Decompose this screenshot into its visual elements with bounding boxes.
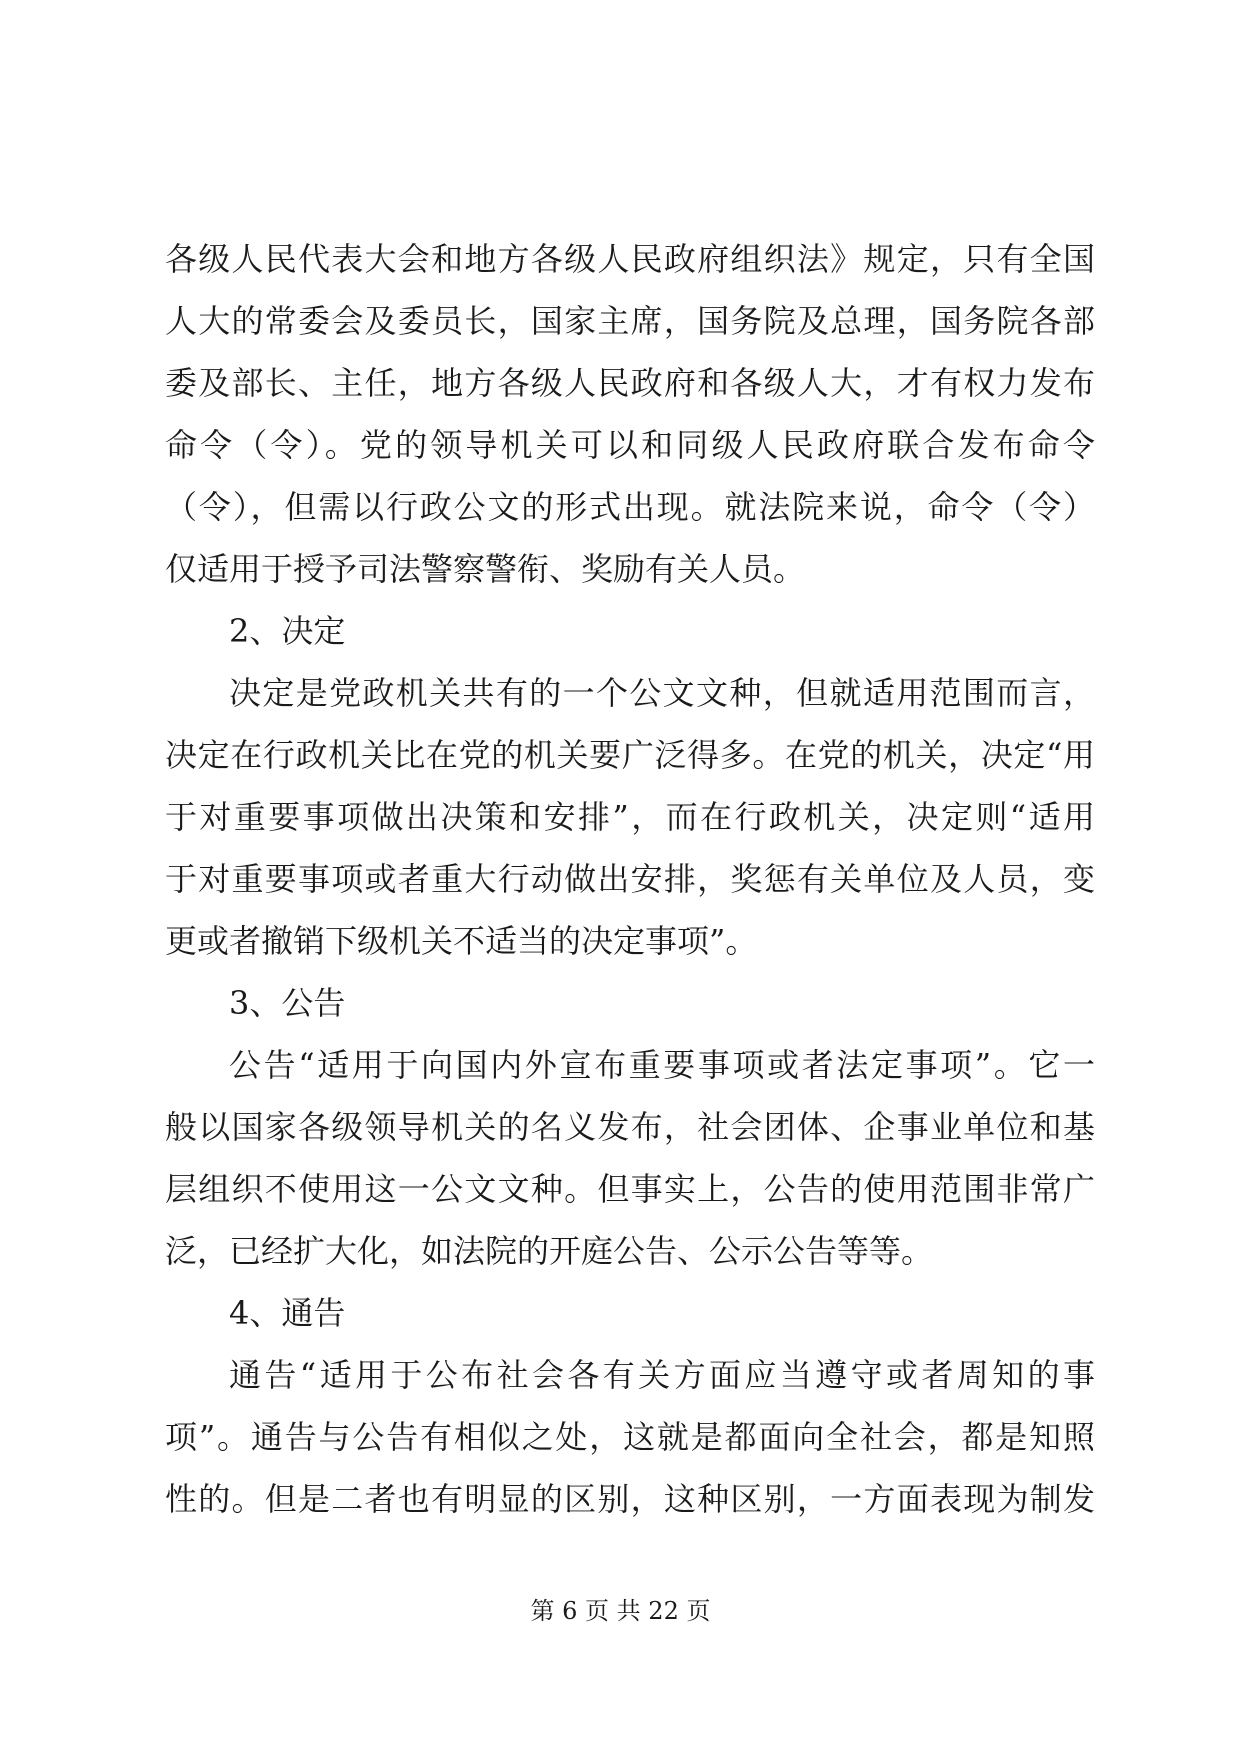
text-line: （令），但需以行政公文的形式出现。就法院来说，命令（令） bbox=[165, 488, 1095, 526]
text-line: 般以国家各级领导机关的名义发布，社会团体、企事业单位和基 bbox=[165, 1108, 1095, 1146]
text-line: 决定是党政机关共有的一个公文文种，但就适用范围而言， bbox=[229, 674, 1095, 712]
section-heading-notice: 4、通告 bbox=[229, 1294, 346, 1332]
text-line: 命令（令）。党的领导机关可以和同级人民政府联合发布命令 bbox=[165, 426, 1095, 464]
text-line: 通告“适用于公布社会各有关方面应当遵守或者周知的事 bbox=[229, 1356, 1095, 1394]
text-line: 项”。通告与公告有相似之处，这就是都面向全社会，都是知照 bbox=[165, 1418, 1095, 1456]
text-line: 人大的常委会及委员长，国家主席，国务院及总理，国务院各部 bbox=[165, 302, 1095, 340]
text-line: 委及部长、主任，地方各级人民政府和各级人大，才有权力发布 bbox=[165, 364, 1095, 402]
body-text bbox=[165, 228, 1095, 1530]
text-line: 于对重要事项或者重大行动做出安排，奖惩有关单位及人员，变 bbox=[165, 860, 1095, 898]
text-line: 各级人民代表大会和地方各级人民政府组织法》规定，只有全国 bbox=[165, 240, 1095, 278]
text-line: 性的。但是二者也有明显的区别，这种区别，一方面表现为制发 bbox=[165, 1480, 1095, 1518]
text-line: 决定在行政机关比在党的机关要广泛得多。在党的机关，决定“用 bbox=[165, 736, 1095, 774]
text-line: 于对重要事项做出决策和安排”，而在行政机关，决定则“适用 bbox=[165, 798, 1095, 836]
section-heading-decision: 2、决定 bbox=[229, 612, 346, 650]
text-line: 更或者撤销下级机关不适当的决定事项”。 bbox=[165, 922, 758, 960]
text-line: 仅适用于授予司法警察警衔、奖励有关人员。 bbox=[165, 550, 806, 588]
section-heading-announcement: 3、公告 bbox=[229, 984, 346, 1022]
page-number-footer: 第 6 页 共 22 页 bbox=[530, 1597, 711, 1625]
text-line: 公告“适用于向国内外宣布重要事项或者法定事项”。它一 bbox=[229, 1046, 1095, 1084]
text-line: 泛，已经扩大化，如法院的开庭公告、公示公告等等。 bbox=[165, 1232, 934, 1270]
text-line: 层组织不使用这一公文文种。但事实上，公告的使用范围非常广 bbox=[165, 1170, 1095, 1208]
